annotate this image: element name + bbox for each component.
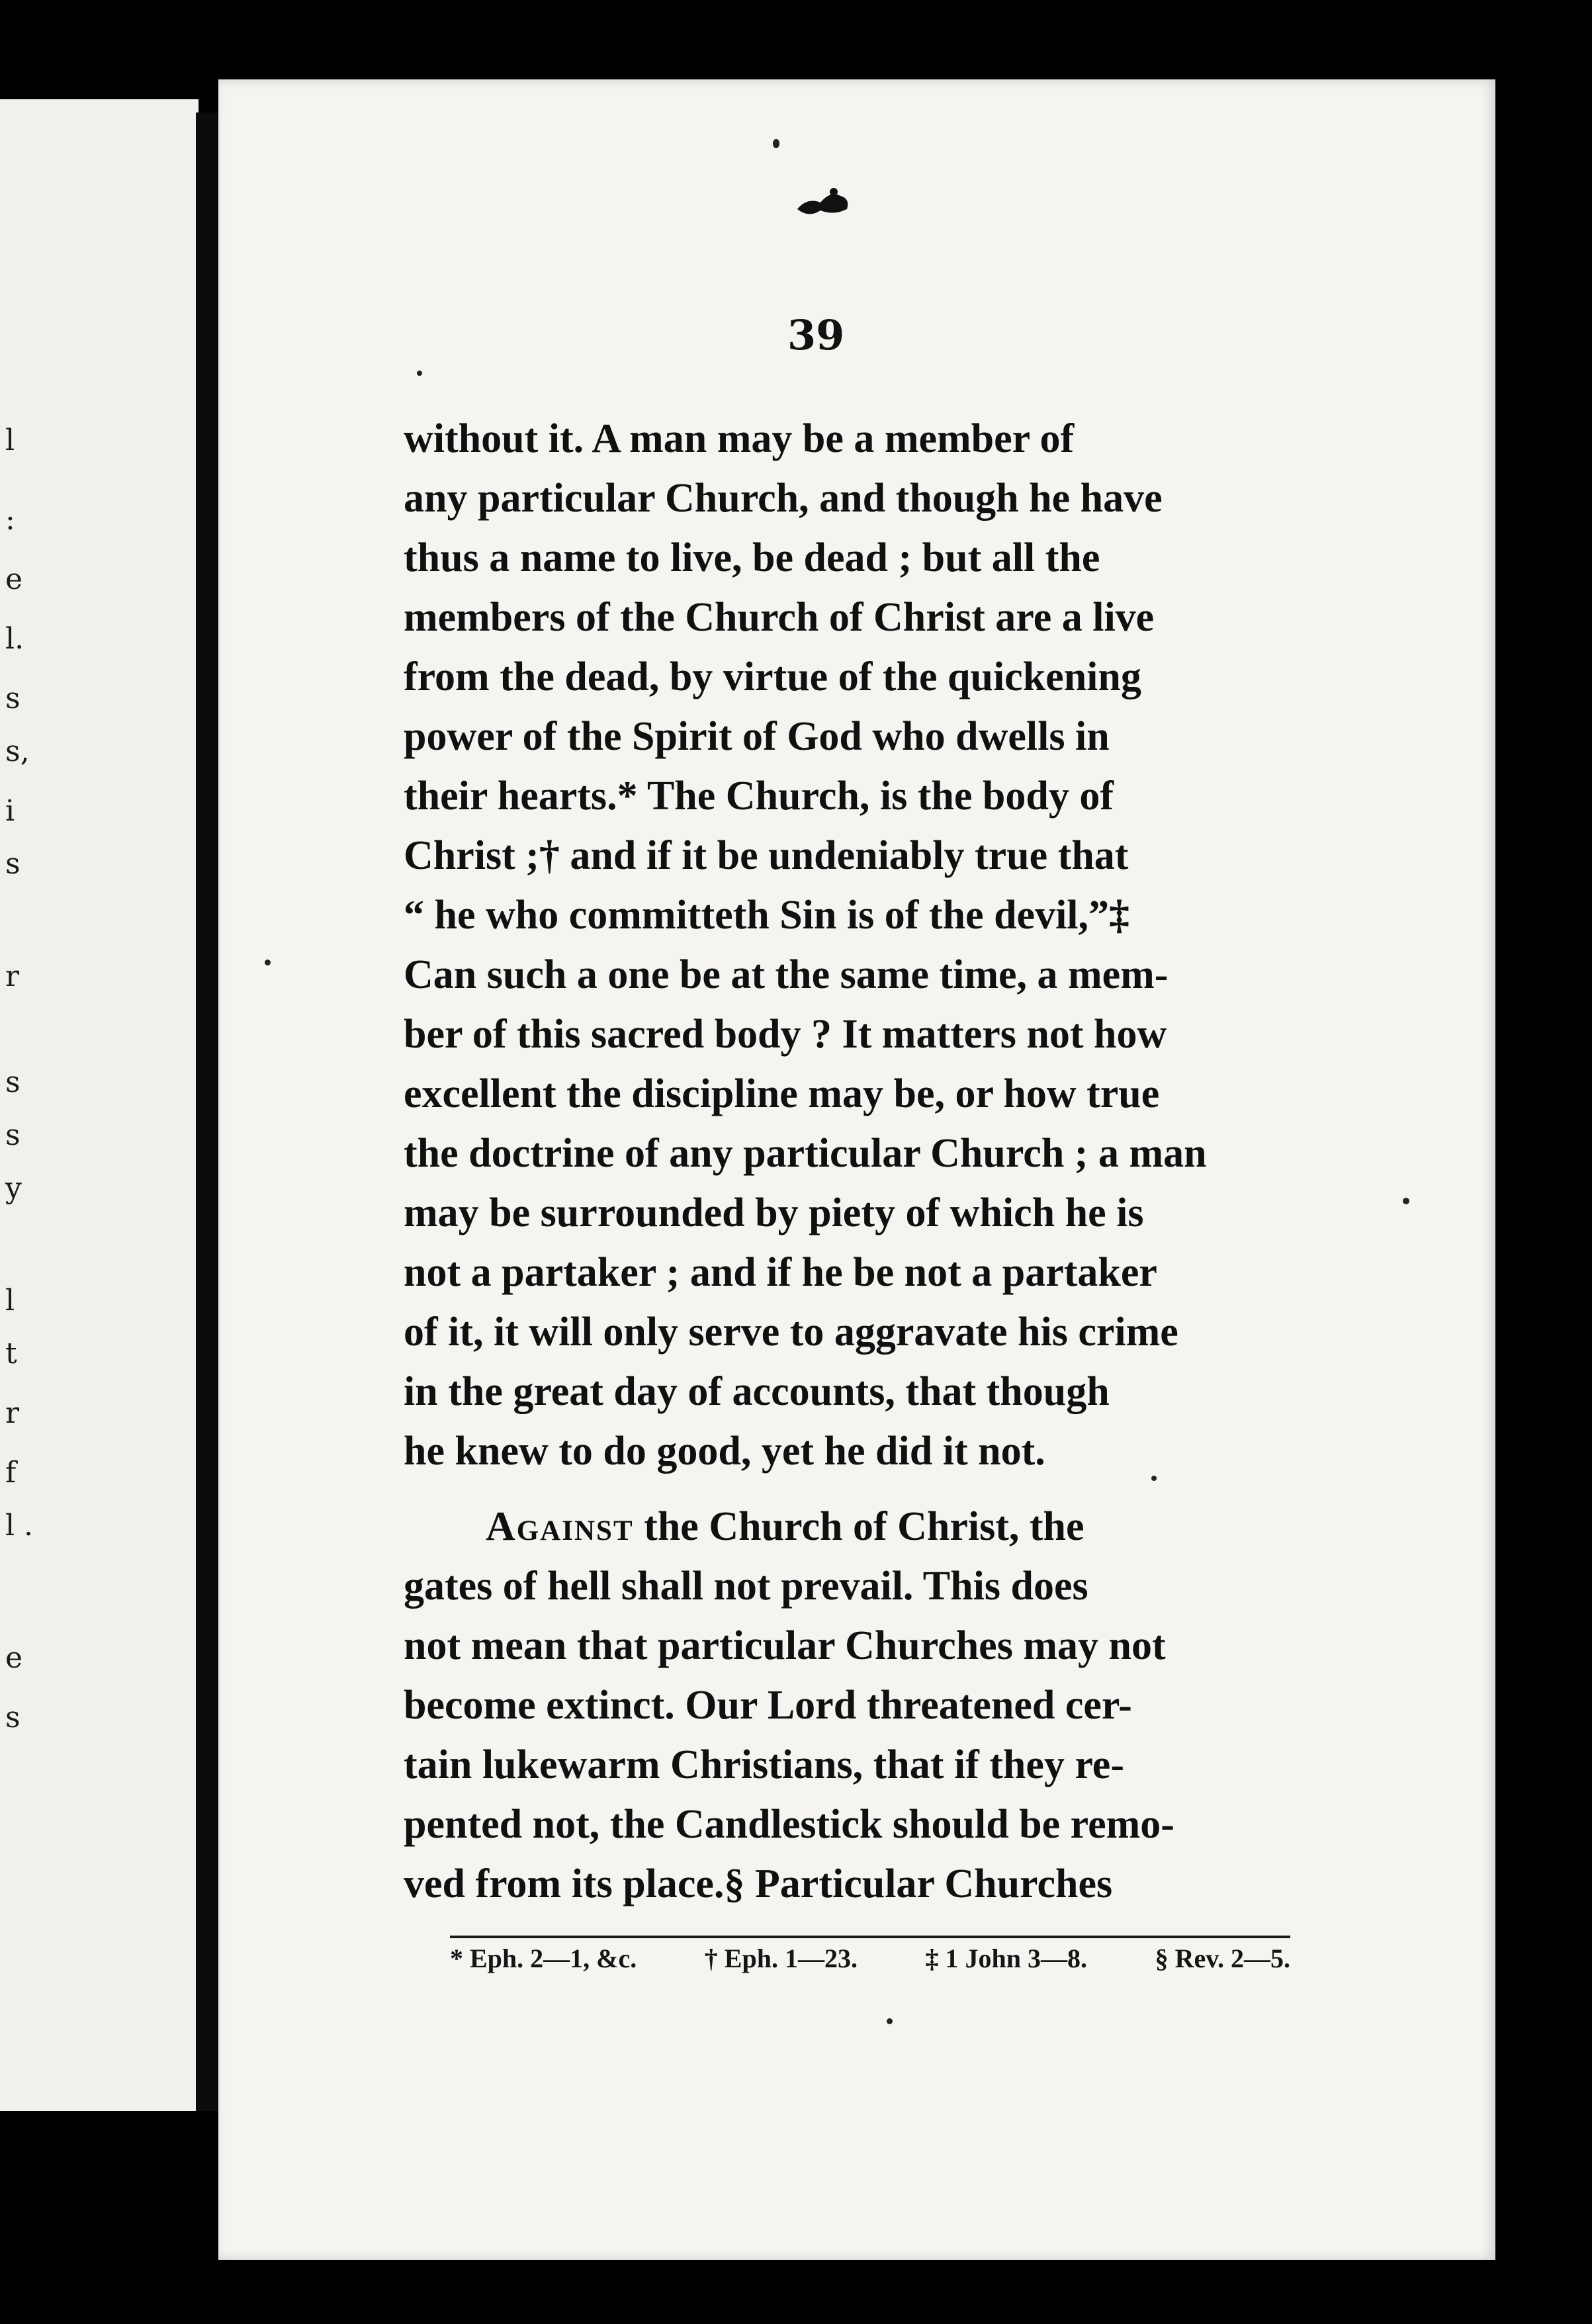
footnote: § Rev. 2—5. (1155, 1944, 1290, 1973)
text-line: “ he who committeth Sin is of the devil,”‡ (404, 893, 1130, 938)
text-line: their hearts.* The Church, is the body of (404, 774, 1114, 819)
printer-ornament-icon (794, 184, 854, 224)
page-number: 39 (787, 311, 845, 359)
text-line: in the great day of accounts, that though (404, 1369, 1110, 1414)
text-line: gates of hell shall not prevail. This does (404, 1564, 1088, 1609)
text-line: he knew to do good, yet he did it not. (404, 1429, 1045, 1474)
paragraph-2 (404, 1497, 1280, 1914)
scan-speck (265, 960, 271, 965)
footnote: † Eph. 1—23. (704, 1944, 858, 1973)
text-line: Christ ;† and if it be undeniably true that (404, 833, 1129, 878)
text-line: power of the Spirit of God who dwells in (404, 714, 1110, 759)
text-line: members of the Church of Christ are a live (404, 595, 1155, 640)
text-line: pented not, the Candlestick should be remo- (404, 1802, 1174, 1847)
lead-line-rest: the Church of Christ, the (633, 1504, 1084, 1549)
paragraph-1 (404, 409, 1280, 1481)
footnote: ‡ 1 John 3—8. (925, 1944, 1088, 1973)
text-line: become extinct. Our Lord threatened cer- (404, 1683, 1132, 1728)
text-line: may be surrounded by piety of which he is (404, 1190, 1144, 1235)
scan-speck (773, 139, 779, 148)
text-line-lead (404, 1497, 1280, 1556)
book-gutter (196, 112, 220, 2111)
small-caps-lead-word: Against (486, 1504, 634, 1549)
text-line: from the dead, by virtue of the quickening (404, 654, 1141, 699)
footnote-rule (450, 1936, 1290, 1938)
text-line: not mean that particular Churches may not (404, 1623, 1166, 1668)
text-line: not a partaker ; and if he be not a partaker (404, 1250, 1157, 1295)
scan-speck (887, 2018, 893, 2024)
text-line: without it. A man may be a member of (404, 416, 1075, 461)
footnotes (450, 1943, 1290, 1974)
text-line: thus a name to live, be dead ; but all the (404, 535, 1100, 580)
scan-speck (417, 371, 422, 376)
text-line: any particular Church, and though he have (404, 476, 1163, 521)
text-line: Can such a one be at the same time, a mem- (404, 952, 1169, 997)
text-line: the doctrine of any particular Church ; a man (404, 1131, 1207, 1176)
scan-speck (1403, 1198, 1409, 1204)
text-line: tain lukewarm Christians, that if they re- (404, 1742, 1124, 1787)
text-line: ber of this sacred body ? It matters not how (404, 1012, 1167, 1057)
facing-page-edge: l : e l. s s, i s r s s y l t r f l . e s (0, 99, 199, 2111)
footnote: * Eph. 2—1, &c. (450, 1944, 637, 1973)
text-line: of it, it will only serve to aggravate his crime (404, 1310, 1178, 1355)
text-line: ved from its place.§ Particular Churches (404, 1861, 1113, 1906)
scan-speck (1151, 1476, 1157, 1481)
text-line: excellent the discipline may be, or how true (404, 1071, 1160, 1116)
